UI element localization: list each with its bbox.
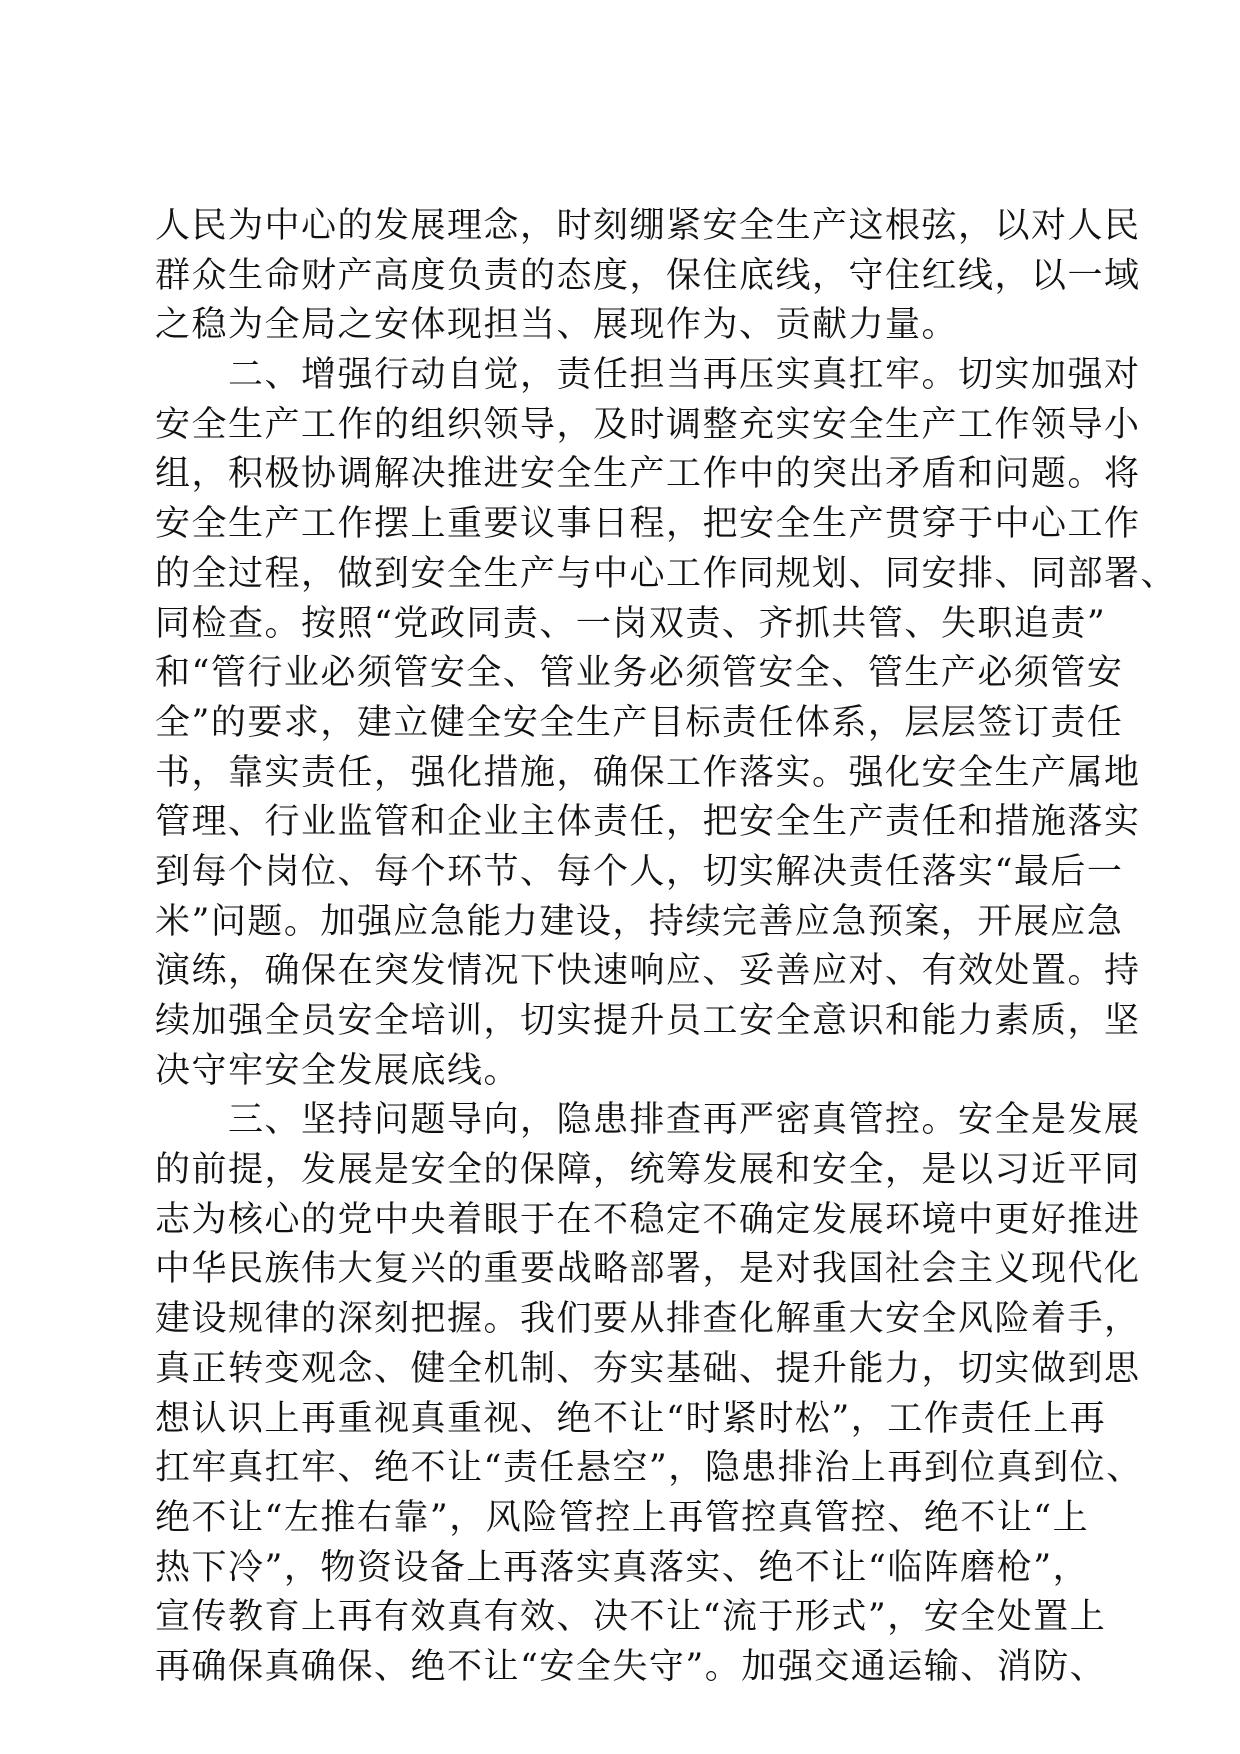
text-line: 三、坚持问题导向，隐患排查再严密真管控。安全是发展 [155,1100,1141,1141]
text-line: 建设规律的深刻把握。我们要从排查化解重大安全风险着手， [155,1299,1141,1340]
text-line: 的前提，发展是安全的保障，统筹发展和安全，是以习近平同 [155,1150,1141,1191]
text-line: 再确保真确保、绝不让“安全失守”。加强交通运输、消防、 [155,1646,1107,1687]
text-line: 同检查。按照“党政同责、一岗双责、齐抓共管、失职追责” [155,603,1107,644]
text-line: 米”问题。加强应急能力建设，持续完善应急预案，开展应急 [155,901,1124,942]
text-line: 志为核心的党中央着眼于在不稳定不确定发展环境中更好推进 [155,1199,1141,1240]
text-line: 书，靠实责任，强化措施，确保工作落实。强化安全生产属地 [155,752,1141,793]
text-line: 群众生命财产高度负责的态度，保住底线，守住红线，以一域 [155,255,1141,296]
text-line: 到每个岗位、每个环节、每个人，切实解决责任落实“最后一 [155,851,1124,892]
text-line: 全”的要求，建立健全安全生产目标责任体系，层层签订责任 [155,702,1124,743]
text-line: 人民为中心的发展理念，时刻绷紧安全生产这根弦，以对人民 [155,206,1141,246]
text-line: 的全过程，做到安全生产与中心工作同规划、同安排、同部署、 [155,553,1178,594]
text-line: 管理、行业监管和企业主体责任，把安全生产责任和措施落实 [155,802,1141,843]
text-line: 二、增强行动自觉，责任担当再压实真扛牢。切实加强对 [155,355,1141,396]
body-text [155,202,1178,1693]
text-line: 之稳为全局之安体现担当、展现作为、贡献力量。 [155,305,959,346]
text-line: 中华民族伟大复兴的重要战略部署，是对我国社会主义现代化 [155,1249,1141,1290]
text-line: 热下冷”，物资设备上再落实真落实、绝不让“临阵磨枪”， [155,1547,1090,1588]
text-line: 安全生产工作摆上重要议事日程，把安全生产贯穿于中心工作 [155,504,1141,545]
text-line: 安全生产工作的组织领导，及时调整充实安全生产工作领导小 [155,404,1141,445]
text-line: 想认识上再重视真重视、绝不让“时紧时松”，工作责任上再 [155,1398,1107,1439]
text-line: 真正转变观念、健全机制、夯实基础、提升能力，切实做到思 [155,1348,1141,1389]
text-line: 扛牢真扛牢、绝不让“责任悬空”，隐患排治上再到位真到位、 [155,1448,1143,1489]
text-line: 决守牢安全发展底线。 [155,1050,521,1091]
text-line: 演练，确保在突发情况下快速响应、妥善应对、有效处置。持 [155,951,1141,992]
text-line: 宣传教育上再有效真有效、决不让“流于形式”，安全处置上 [155,1597,1107,1638]
text-line: 续加强全员安全培训，切实提升员工安全意识和能力素质，坚 [155,1001,1141,1041]
text-line: 和“管行业必须管安全、管业务必须管安全、管生产必须管安 [155,653,1124,694]
text-line: 组，积极协调解决推进安全生产工作中的突出矛盾和问题。将 [155,454,1141,495]
text-line: 绝不让“左推右靠”，风险管控上再管控真管控、绝不让“上 [155,1497,1090,1538]
